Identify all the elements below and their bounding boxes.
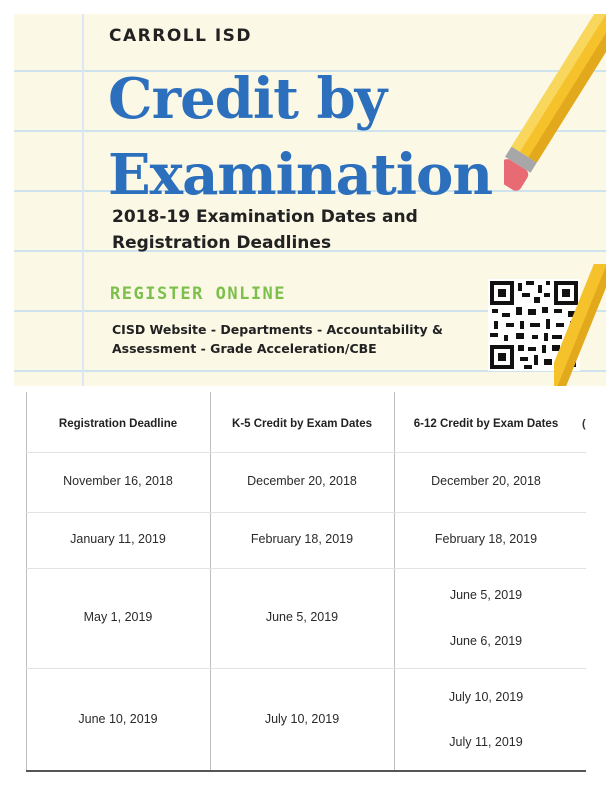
g612-date-cell: July 10, 2019 <box>448 690 524 704</box>
register-online-label: REGISTER ONLINE <box>110 284 287 304</box>
title-line-2: Examination <box>108 142 493 208</box>
g612-date-cell: December 20, 2018 <box>431 474 541 488</box>
header-612-dates: 6-12 Credit by Exam Dates <box>413 418 559 430</box>
deadline-cell: May 1, 2019 <box>83 610 153 624</box>
column-divider <box>394 392 395 770</box>
row-divider <box>26 512 586 513</box>
k5-date-cell: June 5, 2019 <box>265 610 339 624</box>
subtitle-line-2: Registration Deadlines <box>112 233 332 253</box>
deadline-cell: June 10, 2019 <box>78 712 158 726</box>
subtitle-line-1: 2018-19 Examination Dates and <box>112 207 418 227</box>
k5-date-cell: February 18, 2019 <box>250 532 354 546</box>
g612-date-cell: July 11, 2019 <box>449 735 523 749</box>
row-divider <box>26 668 586 669</box>
flyer-banner <box>14 14 606 386</box>
deadline-cell: January 11, 2019 <box>70 532 166 546</box>
website-path-line-2: Assessment - Grade Acceleration/CBE <box>112 341 377 356</box>
pencil-icon <box>504 14 606 204</box>
k5-date-cell: July 10, 2019 <box>264 712 340 726</box>
g612-date-cell: June 5, 2019 <box>449 588 523 602</box>
k5-date-cell: December 20, 2018 <box>247 474 357 488</box>
g612-date-cell: February 18, 2019 <box>434 532 538 546</box>
header-registration-deadline: Registration Deadline <box>58 418 178 430</box>
cut-off-column-edge: ( <box>582 418 586 430</box>
website-path-line-1: CISD Website - Departments - Accountability & <box>112 322 443 337</box>
website-path <box>112 320 472 358</box>
district-name: CARROLL ISD <box>109 26 253 46</box>
deadline-cell: November 16, 2018 <box>63 474 173 488</box>
row-divider <box>26 568 586 569</box>
pencil-icon <box>554 264 606 386</box>
table-bottom-border <box>26 770 586 772</box>
header-k5-dates: K-5 Credit by Exam Dates <box>232 418 372 430</box>
paper-margin-line <box>82 14 84 386</box>
title-line-1: Credit by <box>108 66 387 132</box>
g612-date-cell: June 6, 2019 <box>449 634 523 648</box>
row-divider <box>26 452 586 453</box>
subtitle <box>112 204 432 256</box>
exam-dates-table <box>26 392 586 772</box>
